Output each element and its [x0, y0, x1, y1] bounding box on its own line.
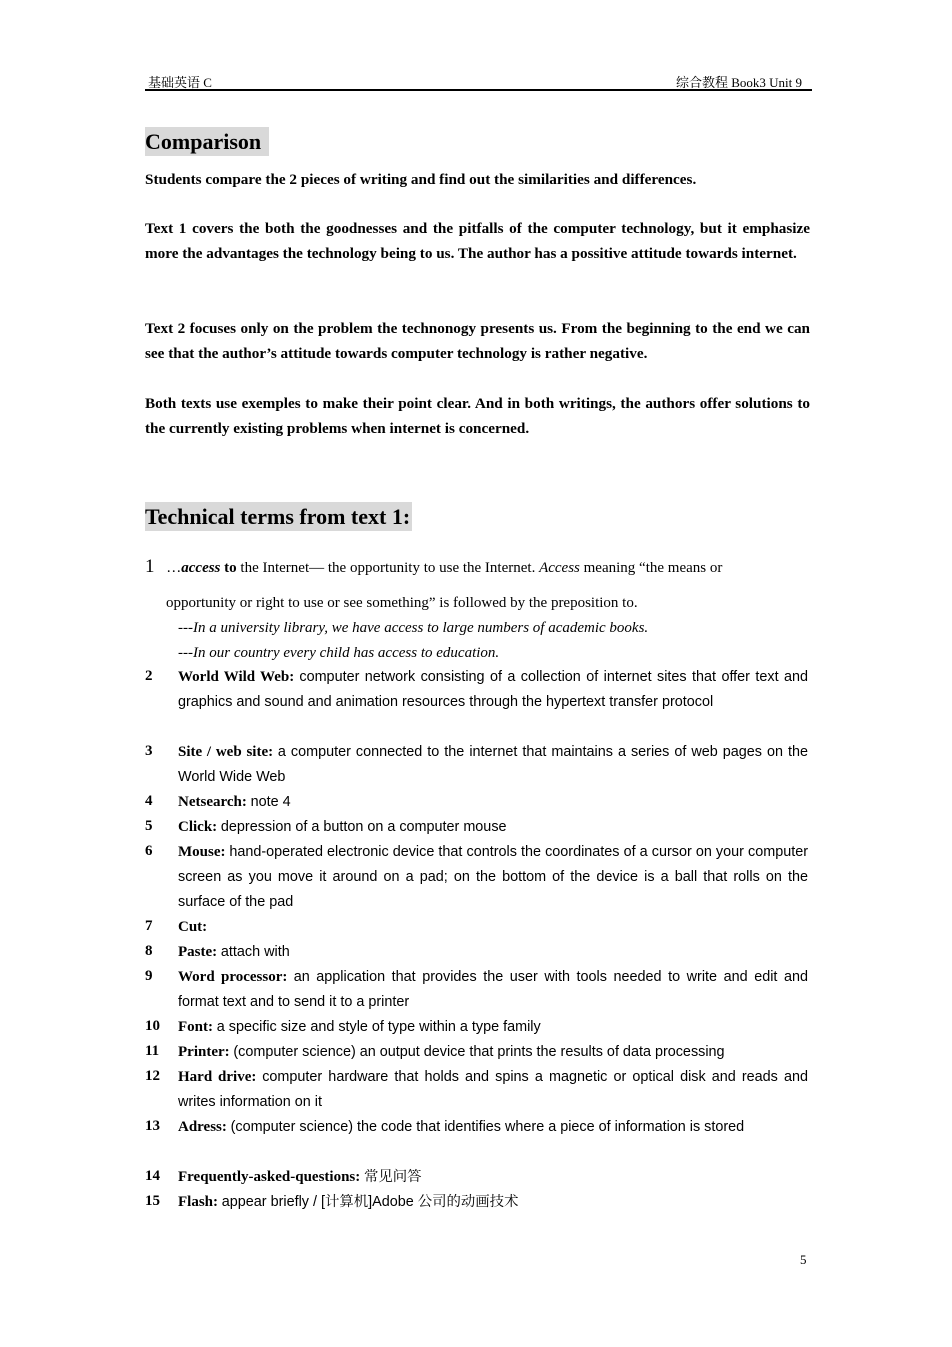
- term-entry-7: [178, 915, 808, 940]
- term-number-4: 4: [145, 793, 153, 809]
- term-number-1: 1: [145, 556, 155, 577]
- term-label: Site / web site:: [178, 744, 274, 760]
- term-definition: 常见问答: [364, 1169, 422, 1185]
- term-definition: computer network consisting of a collection of internet sites that offer text and graphics and sound and animation resources through the hypertext transfer protocol: [178, 669, 809, 710]
- term-ellipsis: …: [166, 560, 182, 576]
- term-entry-6: [178, 840, 808, 915]
- term-item-1: [145, 556, 810, 578]
- term-entry-12: [178, 1065, 808, 1115]
- term-label: Hard drive:: [178, 1069, 257, 1085]
- term-access: access: [181, 560, 221, 576]
- term-entry-4: [178, 790, 808, 815]
- term-number-11: 11: [145, 1043, 160, 1059]
- term-entry-8: [178, 940, 808, 965]
- comparison-both-paragraph: Both texts use exemples to make their point clear. And in both writings, the authors offer solutions to the currently existing problems when internet is concerned.: [145, 395, 810, 437]
- term-definition: depression of a button on a computer mouse: [220, 819, 507, 835]
- page-number: 5: [800, 1252, 807, 1267]
- term-number-9: 9: [145, 968, 153, 984]
- term-access-line1-end: meaning “the means or: [583, 560, 723, 576]
- term-definition: attach with: [220, 944, 290, 960]
- term-number-12: 12: [145, 1068, 160, 1084]
- term-number-10: 10: [145, 1018, 160, 1034]
- term-access-italic: Access: [539, 560, 580, 576]
- term-number-13: 13: [145, 1118, 160, 1134]
- term-entry-13: [178, 1115, 808, 1140]
- term-label: Word processor:: [178, 969, 288, 985]
- comparison-text1-paragraph: Text 1 covers the both the goodnesses and the pitfalls of the computer technology, but it emphasize more the advantages the technology being to us. The author has a possitive attitude towards internet.: [145, 220, 810, 262]
- term-definition: (computer science) the code that identifies where a piece of information is stored: [230, 1119, 745, 1135]
- term-entry-9: [178, 965, 808, 1015]
- term-number-7: 7: [145, 918, 153, 934]
- term-definition: note 4: [250, 794, 291, 810]
- term-label: Font:: [178, 1019, 213, 1035]
- term-access-line1: the Internet— the opportunity to use the Internet.: [240, 560, 536, 576]
- term-label: Adress:: [178, 1119, 227, 1135]
- term-entry-10: [178, 1015, 808, 1040]
- term-definition: an application that provides the user with tools needed to write and edit and format text and to send it to a printer: [178, 969, 808, 1010]
- term-label: Frequently-asked-questions:: [178, 1169, 361, 1185]
- term-number-2: 2: [145, 668, 153, 684]
- term-entry-11: [178, 1040, 808, 1065]
- term-definition: hand-operated electronic device that controls the coordinates of a cursor on your computer screen as you move it around on a pad; on the bottom of the device is a ball that rolls on the surface of the pad: [178, 844, 808, 910]
- header-course-title: 基础英语 C: [148, 75, 212, 90]
- term-number-8: 8: [145, 943, 153, 959]
- term-label: Mouse:: [178, 844, 226, 860]
- term-access-line2: opportunity or right to use or see something” is followed by the preposition to.: [166, 595, 638, 611]
- term-access-example-1: ---In a university library, we have access to large numbers of academic books.: [178, 620, 649, 636]
- page-header: [145, 70, 812, 91]
- term-entry-3: [178, 740, 808, 790]
- comparison-heading: Comparison: [145, 127, 269, 156]
- term-entry-5: [178, 815, 808, 840]
- term-definition: a specific size and style of type within a type family: [216, 1019, 541, 1035]
- term-definition: a computer connected to the internet that maintains a series of web pages on the World Wide Web: [178, 744, 809, 785]
- header-book-unit: 综合教程 Book3 Unit 9: [675, 75, 802, 90]
- term-number-6: 6: [145, 843, 153, 859]
- technical-terms-heading: Technical terms from text 1:: [145, 504, 411, 529]
- term-definition: computer hardware that holds and spins a magnetic or optical disk and reads and writes information on it: [178, 1069, 808, 1110]
- term-label: Click:: [178, 819, 218, 835]
- term-label: Cut:: [178, 919, 208, 935]
- term-access-to: to: [224, 560, 237, 576]
- term-access-example-2: ---In our country every child has access to education.: [178, 645, 500, 661]
- term-number-14: 14: [145, 1168, 160, 1184]
- term-number-3: 3: [145, 743, 153, 759]
- term-definition: (computer science) an output device that prints the results of data processing: [233, 1044, 725, 1060]
- term-entry-14: [178, 1165, 808, 1190]
- term-label: World Wild Web:: [178, 669, 295, 685]
- term-label: Netsearch:: [178, 794, 247, 810]
- comparison-intro: Students compare the 2 pieces of writing and find out the similarities and differences.: [145, 171, 697, 188]
- term-label: Flash:: [178, 1194, 219, 1210]
- term-number-15: 15: [145, 1193, 160, 1209]
- term-entry-2: [178, 665, 808, 715]
- term-definition: appear briefly / [计算机]Adobe 公司的动画技术: [221, 1194, 519, 1210]
- term-label: Printer:: [178, 1044, 230, 1060]
- term-label: Paste:: [178, 944, 218, 960]
- term-entry-15: [178, 1190, 808, 1215]
- comparison-text2-paragraph: Text 2 focuses only on the problem the technonogy presents us. From the beginning to the end we can see that the author’s attitude towards computer technology is rather negative.: [145, 320, 810, 362]
- term-number-5: 5: [145, 818, 153, 834]
